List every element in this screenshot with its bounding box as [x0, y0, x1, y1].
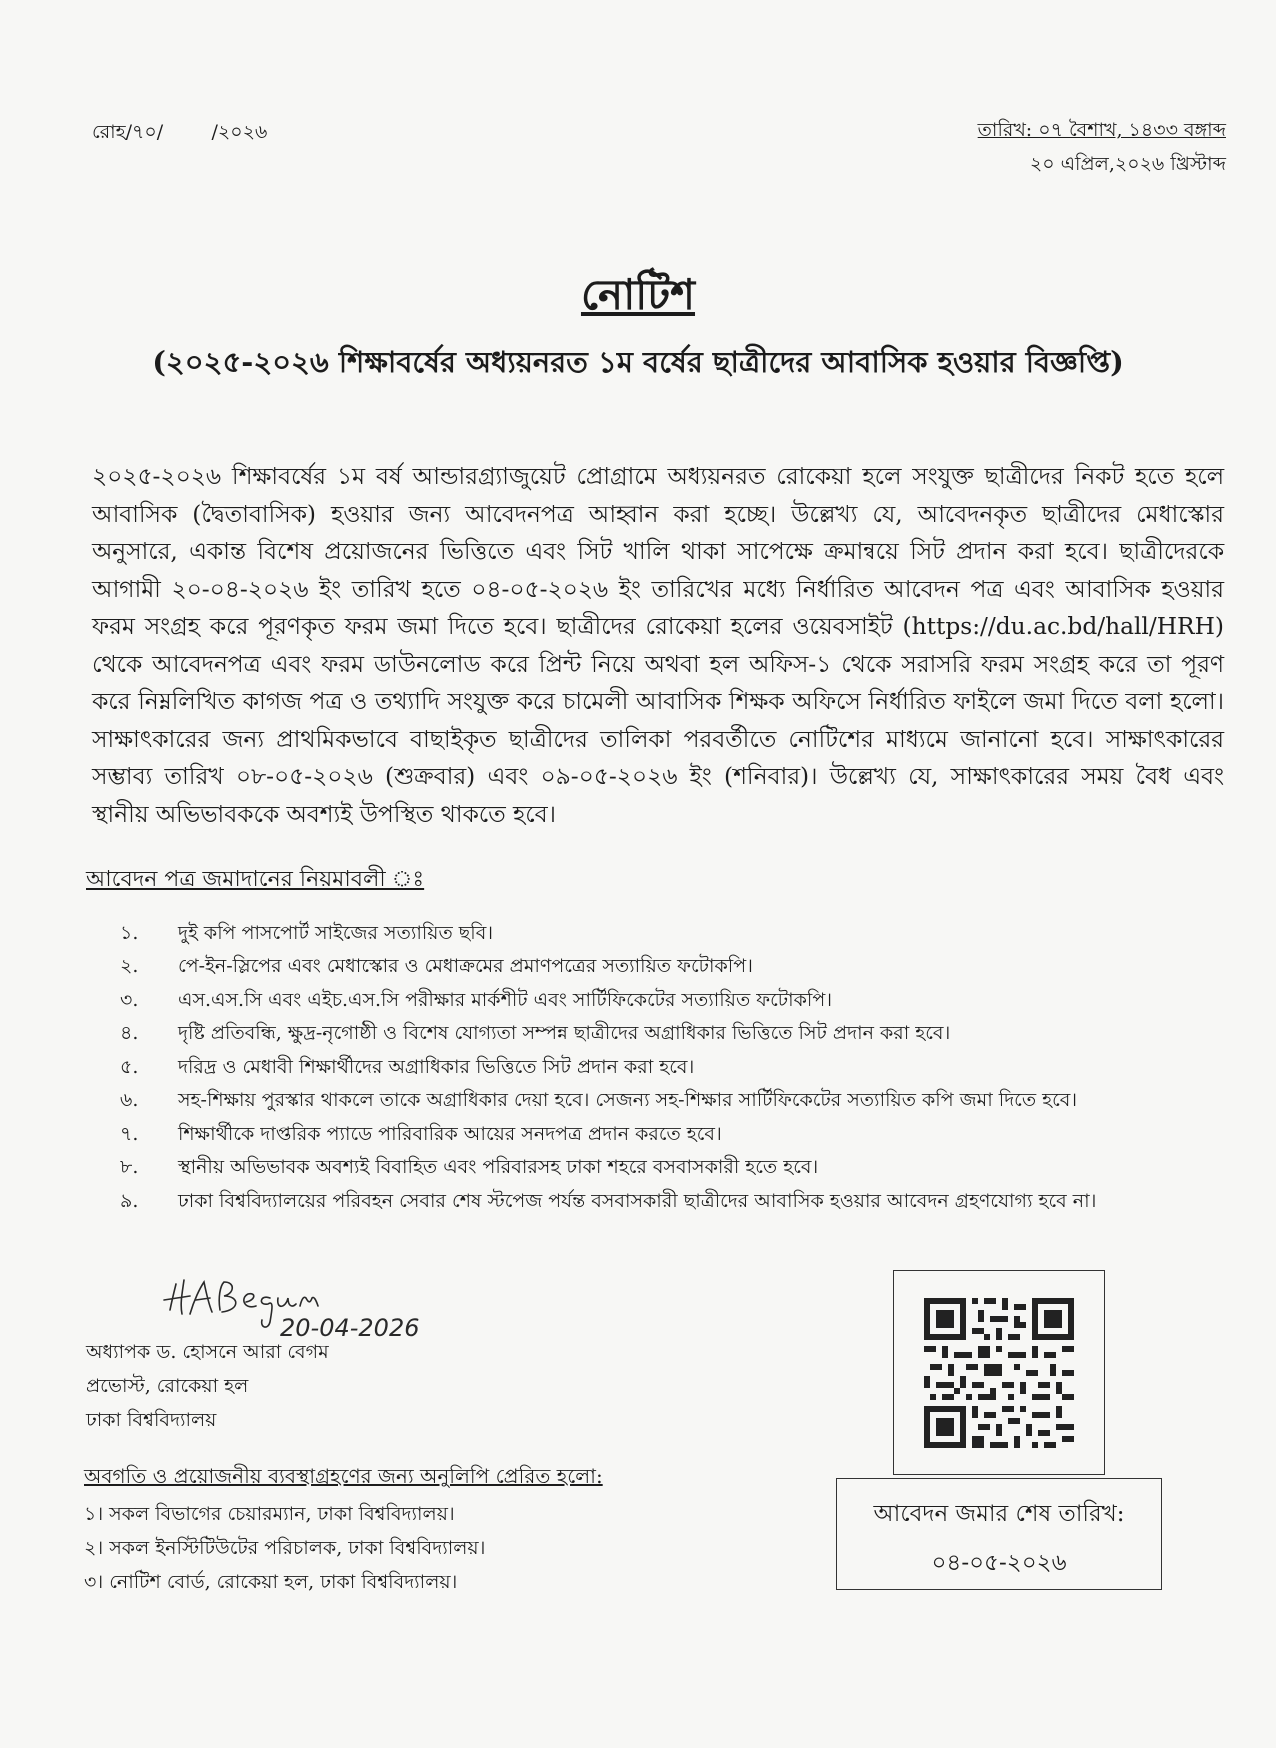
rule-number: ১. — [120, 921, 139, 944]
rule-number: ২. — [120, 955, 139, 978]
handwritten-signature — [160, 1270, 490, 1340]
copy-recipient: ২। সকল ইনস্টিটিউটের পরিচালক, ঢাকা বিশ্ববিদ্যালয়। — [84, 1537, 486, 1559]
rule-number: ৬. — [120, 1089, 139, 1112]
reference-number: রোহ/৭০/ /২০২৬ — [92, 121, 268, 143]
rule-number: ৫. — [120, 1055, 139, 1078]
qr-code-icon — [923, 1298, 1075, 1448]
rule-text: দৃষ্টি প্রতিবন্ধি, ক্ষুদ্র-নৃগোষ্ঠী ও বিশেষ যোগ্যতা সম্পন্ন ছাত্রীদের অগ্রাধিকার ভিত্তিতে সিট প্রদান করা হবে। — [178, 1022, 951, 1045]
deadline-date: ০৪-০৫-২০২৬ — [931, 1550, 1067, 1576]
rule-item — [120, 1086, 1240, 1120]
rule-item — [120, 952, 1240, 986]
copy-recipient: ৩। নোটিশ বোর্ড, রোকেয়া হল, ঢাকা বিশ্ববিদ্যালয়। — [84, 1571, 458, 1593]
deadline-box — [836, 1478, 1162, 1590]
rule-number: ৯. — [120, 1189, 139, 1212]
signatory-institution: ঢাকা বিশ্ববিদ্যালয় — [86, 1409, 217, 1431]
rule-number: ৭. — [120, 1122, 139, 1145]
copies-heading: অবগতি ও প্রয়োজনীয় ব্যবস্থাগ্রহণের জন্য অনুলিপি প্রেরিত হলো: — [84, 1464, 603, 1488]
rule-item — [120, 1119, 1240, 1153]
rule-number: ৮. — [120, 1156, 139, 1179]
qr-code-box — [893, 1270, 1105, 1475]
rule-item — [120, 1186, 1240, 1220]
rule-item — [120, 1019, 1240, 1053]
rule-item — [120, 1153, 1240, 1187]
deadline-label: আবেদন জমার শেষ তারিখ: — [873, 1501, 1125, 1527]
rule-item — [120, 1052, 1240, 1086]
date-english: ২০ এপ্রিল,২০২৬ খ্রিস্টাব্দ — [1029, 153, 1226, 175]
rule-number: ৪. — [120, 1022, 139, 1045]
rule-text: ঢাকা বিশ্ববিদ্যালয়ের পরিবহন সেবার শেষ স্টপেজ পর্যন্ত বসবাসকারী ছাত্রীদের আবাসিক হওয়ার আবেদন গ্রহণযোগ্য হবে না। — [178, 1189, 1097, 1212]
rule-text: এস.এস.সি এবং এইচ.এস.সি পরীক্ষার মার্কশীট এবং সার্টিফিকেটের সত্যায়িত ফটোকপি। — [178, 988, 833, 1011]
rule-number: ৩. — [120, 988, 139, 1011]
date-bengali: তারিখ: ০৭ বৈশাখ, ১৪৩৩ বঙ্গাব্দ — [977, 119, 1226, 141]
rules-heading: আবেদন পত্র জমাদানের নিয়মাবলী ঃ — [86, 867, 425, 892]
rule-text: স্থানীয় অভিভাবক অবশ্যই বিবাহিত এবং পরিবারসহ ঢাকা শহরে বসবাসকারী হতে হবে। — [178, 1156, 819, 1179]
rule-text: পে-ইন-স্লিপের এবং মেধাস্কোর ও মেধাক্রমের প্রমাণপত্রের সত্যায়িত ফটোকপি। — [178, 955, 753, 978]
handwritten-date: 20-04-2026 — [280, 1314, 420, 1340]
rules-list — [120, 918, 1240, 1220]
notice-title: নোটিশ — [580, 270, 696, 319]
rule-text: দরিদ্র ও মেধাবী শিক্ষার্থীদের অগ্রাধিকার ভিত্তিতে সিট প্রদান করা হবে। — [178, 1055, 695, 1078]
rule-text: সহ-শিক্ষায় পুরস্কার থাকলে তাকে অগ্রাধিকার দেয়া হবে। সেজন্য সহ-শিক্ষার সার্টিফিকেটের সত্যায়িত কপি জমা দিতে হবে। — [178, 1089, 1078, 1112]
signatory-name: অধ্যাপক ড. হোসনে আরা বেগম — [86, 1341, 329, 1363]
copy-recipient: ১। সকল বিভাগের চেয়ারম্যান, ঢাকা বিশ্ববিদ্যালয়। — [84, 1503, 455, 1525]
rule-item — [120, 985, 1240, 1019]
rule-item — [120, 918, 1240, 952]
signatory-designation: প্রভোস্ট, রোকেয়া হল — [86, 1375, 249, 1397]
rule-text: শিক্ষার্থীকে দাপ্তরিক প্যাডে পারিবারিক আয়ের সনদপত্র প্রদান করতে হবে। — [178, 1122, 722, 1145]
notice-body: ২০২৫-২০২৬ শিক্ষাবর্ষের ১ম বর্ষ আন্ডারগ্র্যাজুয়েট প্রোগ্রামে অধ্যয়নরত রোকেয়া হলে সংযুক্ত ছাত্রীদের নিকট হতে হলে আবাসিক (দ্বৈতাবাসিক) হওয়ার জন্য আবেদনপত্র আহ্বান করা হচ্ছে। উল্লেখ্য যে, আবেদনকৃত ছাত্রীদের মেধাস্কোর অনুসারে, একান্ত বিশেষ প্রয়োজনের ভিত্তিতে এবং সিট খালি থাকা সাপেক্ষে ক্রমান্বয়ে সিট প্রদান করা হবে। ছাত্রীদেরকে আগামী ২০-০৪-২০২৬ ইং তারিখ হতে ০৪-০৫-২০২৬ ইং তারিখের মধ্যে নির্ধারিত আবেদন পত্র এবং আবাসিক হওয়ার ফরম সংগ্রহ করে পূরণকৃত ফরম জমা দিতে হবে। ছাত্রীদের রোকেয়া হলের ওয়েবসাইট (https://du.ac.bd/hall/HRH) থেকে আবেদনপত্র এবং ফরম ডাউনলোড করে প্রিন্ট নিয়ে অথবা হল অফিস-১ থেকে সরাসরি ফরম সংগ্রহ করে তা পূরণ করে নিম্নলিখিত কাগজ পত্র ও তথ্যাদি সংযুক্ত করে চামেলী আবাসিক শিক্ষক অফিসে নির্ধারিত ফাইলে জমা দিতে বলা হলো। সাক্ষাৎকারের জন্য প্রাথমিকভাবে বাছাইকৃত ছাত্রীদের তালিকা পরবর্তীতে নোটিশের মাধ্যমে জানানো হবে। সাক্ষাৎকারের সম্ভাব্য তারিখ ০৮-০৫-২০২৬ (শুক্রবার) এবং ০৯-০৫-২০২৬ ইং (শনিবার)। উল্লেখ্য যে, সাক্ষাৎকারের সময় বৈধ এবং স্থানীয় অভিভাবককে অবশ্যই উপস্থিত থাকতে হবে। — [92, 463, 1225, 828]
rule-text: দুই কপি পাসপোর্ট সাইজের সত্যায়িত ছবি। — [178, 921, 494, 944]
notice-subtitle: (২০২৫-২০২৬ শিক্ষাবর্ষের অধ্যয়নরত ১ম বর্ষের ছাত্রীদের আবাসিক হওয়ার বিজ্ঞপ্তি) — [152, 345, 1124, 379]
